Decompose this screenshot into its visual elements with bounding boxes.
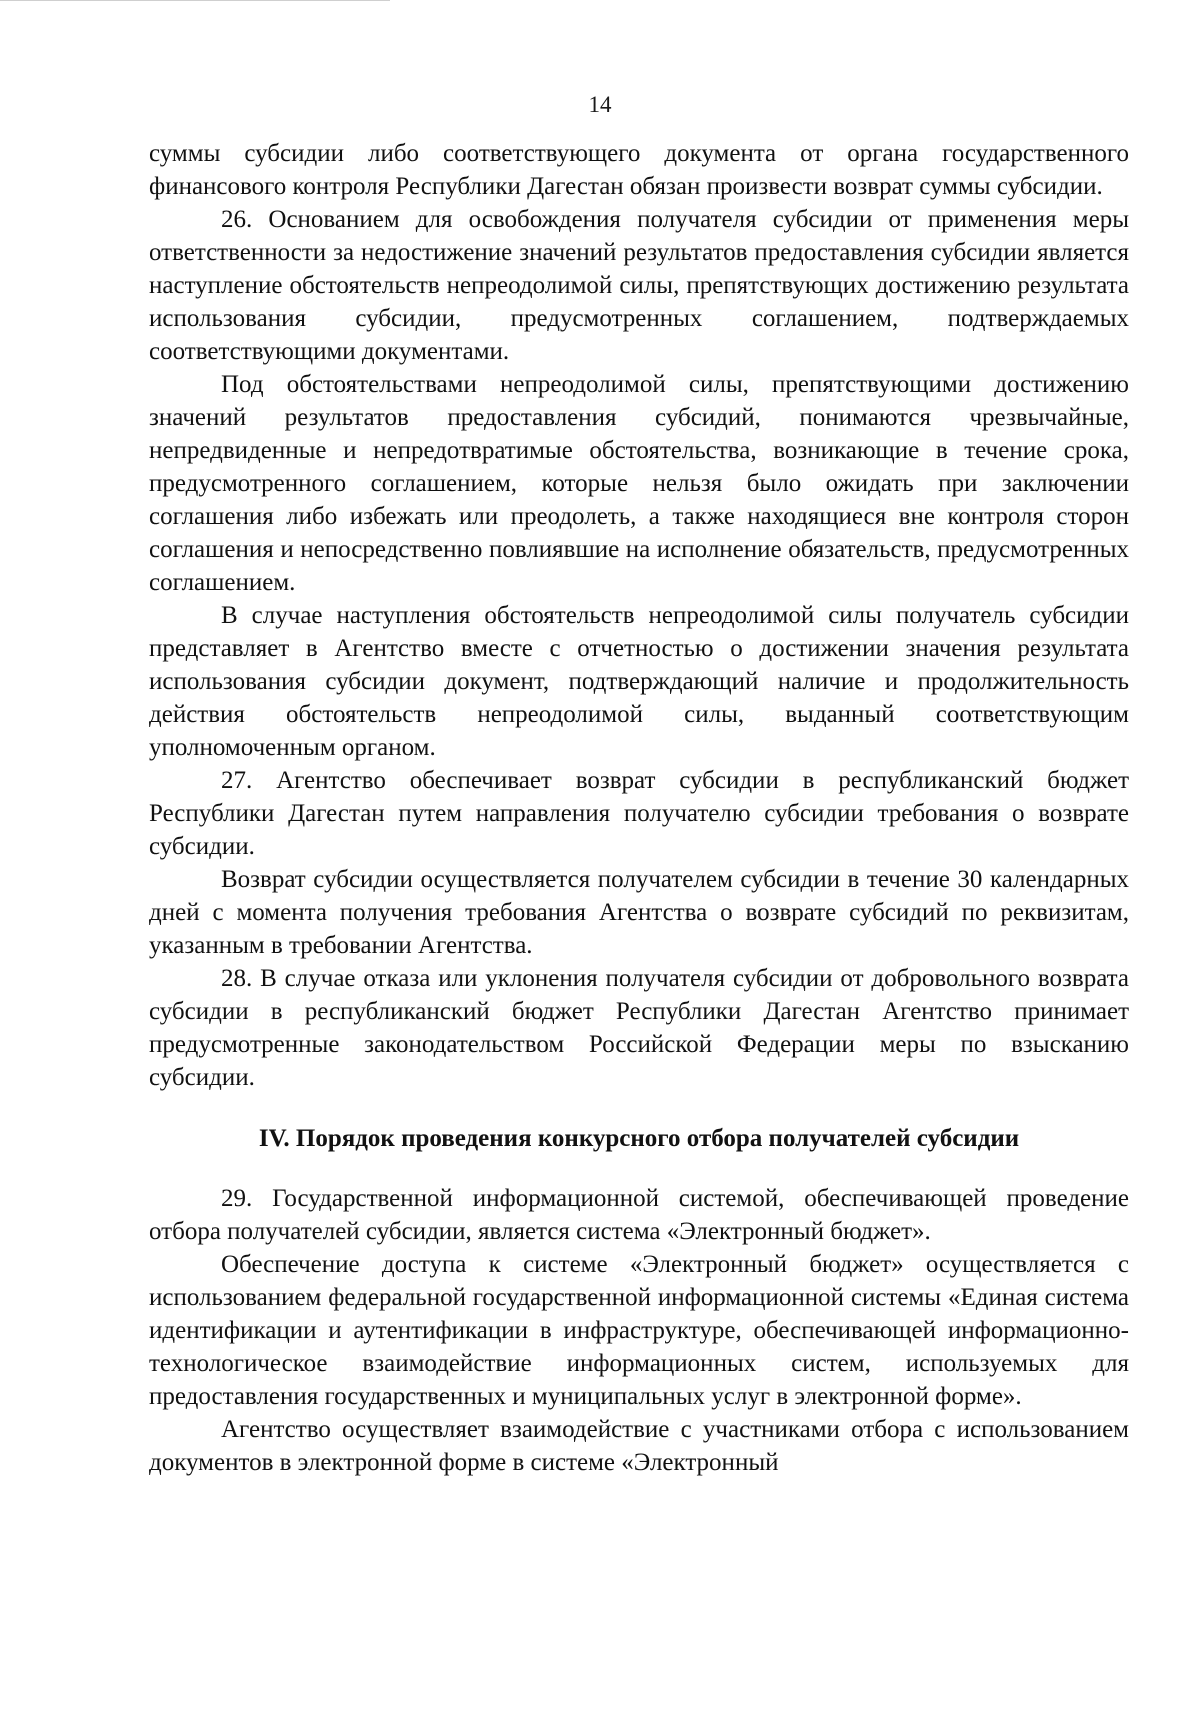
paragraph: Под обстоятельствами непреодолимой силы, препятствующими достижению значений результатов предоставления субсидий, понимаются чрезвычайные, непредвиденные и непредотвратимые обстоятельства, возникающие в течение срока, предусмотренного соглашением, которые нельзя было ожидать при заключении соглашения либо избежать или преодолеть, а также находящиеся вне контроля сторон соглашения и непосредственно повлиявшие на исполнение обязательств, предусмотренных соглашением. [149, 371, 1129, 596]
paragraph: В случае наступления обстоятельств непреодолимой силы получатель субсидии представляет в Агентство вместе с отчетностью о достижении значения результата использования субсидии документ, подтверждающий наличие и продолжительность действия обстоятельств непреодолимой силы, выданный соответствующим уполномоченным органом. [149, 602, 1129, 761]
paragraph: Обеспечение доступа к системе «Электронный бюджет» осуществляется с использованием федеральной государственной информационной системы «Единая система идентификации и аутентификации в инфраструктуре, обеспечивающей информационно-технологическое взаимодействие информационных систем, используемых для предоставления государственных и муниципальных услуг в электронной форме». [149, 1251, 1129, 1410]
scan-top-edge [0, 0, 390, 1]
paragraph: 27. Агентство обеспечивает возврат субсидии в республиканский бюджет Республики Дагестан путем направления получателю субсидии требования о возврате субсидии. [149, 767, 1129, 860]
page-number: 14 [588, 92, 612, 117]
paragraph: Возврат субсидии осуществляется получателем субсидии в течение 30 календарных дней с момента получения требования Агентства о возврате субсидий по реквизитам, указанным в требовании Агентства. [149, 866, 1129, 959]
paragraph: 26. Основанием для освобождения получателя субсидии от применения меры ответственности за недостижение значений результатов предоставления субсидии является наступление обстоятельств непреодолимой силы, препятствующих достижению результата использования субсидии, предусмотренных соглашением, подтверждаемых соответствующими документами. [149, 206, 1129, 365]
paragraph: суммы субсидии либо соответствующего документа от органа государственного финансового контроля Республики Дагестан обязан произвести возврат суммы субсидии. [149, 140, 1129, 200]
paragraph: 29. Государственной информационной системой, обеспечивающей проведение отбора получателей субсидии, является система «Электронный бюджет». [149, 1185, 1129, 1245]
paragraph: Агентство осуществляет взаимодействие с участниками отбора с использованием документов в электронной форме в системе «Электронный [149, 1416, 1129, 1476]
document-body [149, 137, 1129, 1479]
section-heading: IV. Порядок проведения конкурсного отбора получателей субсидии [258, 1125, 1020, 1152]
paragraph: 28. В случае отказа или уклонения получателя субсидии от добровольного возврата субсидии в республиканский бюджет Республики Дагестан Агентство принимает предусмотренные законодательством Российской Федерации меры по взысканию субсидии. [149, 965, 1129, 1091]
